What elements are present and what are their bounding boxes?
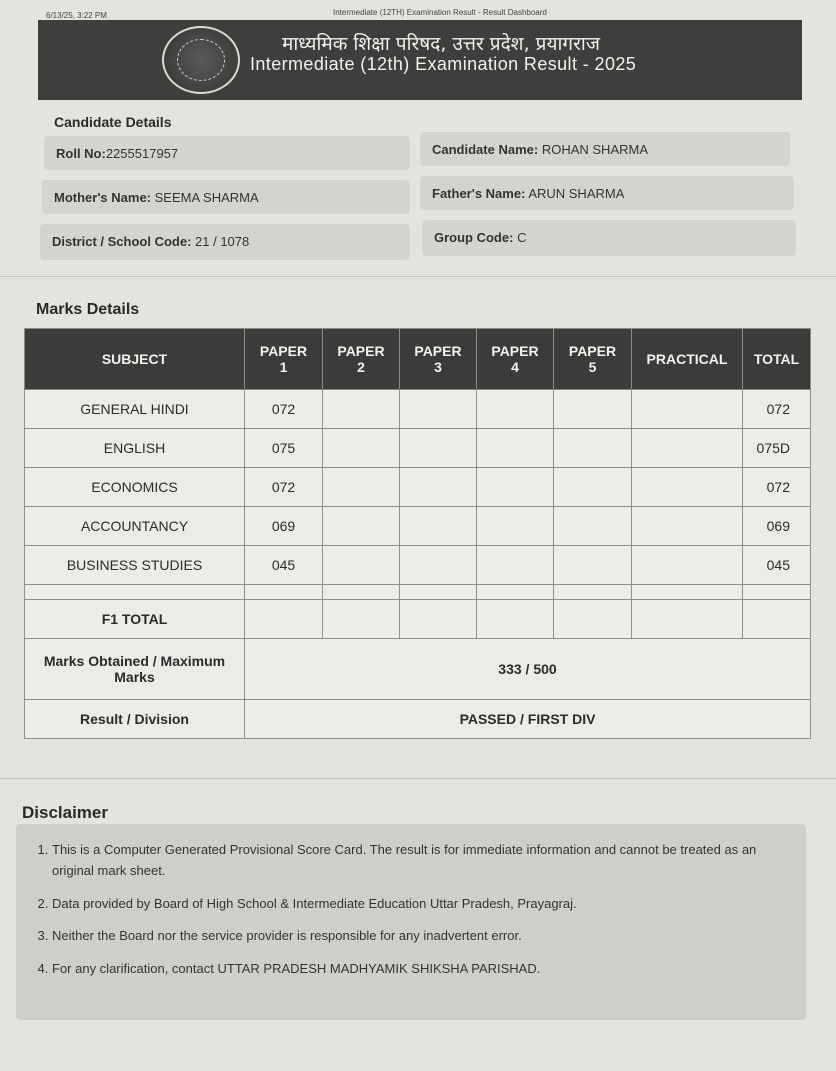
total-header: TOTAL bbox=[743, 329, 811, 390]
paper-2-cell bbox=[323, 429, 400, 468]
practical-cell bbox=[632, 468, 743, 507]
group-code-value: C bbox=[517, 230, 527, 245]
group-code-field bbox=[422, 220, 796, 256]
roll-number-value: 2255517957 bbox=[105, 146, 179, 161]
board-emblem-icon bbox=[162, 26, 240, 94]
district-school-code-label: District / School Code: bbox=[52, 234, 192, 249]
roll-number-field bbox=[44, 136, 410, 170]
print-page-title: Intermediate (12TH) Examination Result - Result Dashboard bbox=[333, 8, 547, 17]
disclaimer-item: 4. For any clarification, contact UTTAR PRADESH MADHYAMIK SHIKSHA PARISHAD. bbox=[52, 959, 786, 980]
result-value: PASSED / FIRST DIV bbox=[245, 700, 811, 739]
paper-header-word: PAPER bbox=[259, 343, 308, 359]
father-name-label: Father's Name: bbox=[432, 186, 526, 201]
paper-4-header bbox=[477, 329, 554, 390]
subject-header: SUBJECT bbox=[25, 329, 245, 390]
disclaimer-heading: Disclaimer bbox=[22, 803, 108, 822]
paper-5-header bbox=[554, 329, 632, 390]
subject-cell: ECONOMICS bbox=[25, 468, 245, 507]
spacer-row bbox=[25, 585, 811, 600]
paper-3-cell bbox=[400, 468, 477, 507]
total-cell: 069 bbox=[743, 507, 811, 546]
paper-5-cell bbox=[554, 468, 632, 507]
paper-4-cell bbox=[477, 390, 554, 429]
disclaimer-box bbox=[16, 824, 806, 1020]
district-school-code-field bbox=[40, 224, 410, 260]
paper-header-word: PAPER bbox=[337, 343, 385, 359]
paper-1-cell: 045 bbox=[245, 546, 323, 585]
paper-1-cell: 075 bbox=[245, 429, 323, 468]
table-row bbox=[25, 507, 811, 546]
paper-2-cell bbox=[323, 507, 400, 546]
marks-obtained-value: 333 / 500 bbox=[245, 639, 811, 700]
marks-table bbox=[24, 328, 811, 739]
paper-3-cell bbox=[400, 507, 477, 546]
paper-3-cell bbox=[400, 429, 477, 468]
marks-details-heading: Marks Details bbox=[36, 301, 140, 318]
exam-result-title: Intermediate (12th) Examination Result - 2025 bbox=[250, 54, 637, 74]
paper-4-cell bbox=[477, 546, 554, 585]
mother-name-field bbox=[42, 180, 410, 214]
marks-header-row bbox=[25, 329, 811, 390]
print-datetime: 6/13/25, 3:22 PM bbox=[46, 11, 107, 20]
paper-5-cell bbox=[554, 546, 632, 585]
table-row bbox=[25, 546, 811, 585]
total-cell: 072 bbox=[743, 468, 811, 507]
paper-3-cell bbox=[400, 546, 477, 585]
father-name-value: ARUN SHARMA bbox=[528, 186, 625, 201]
practical-header: PRACTICAL bbox=[632, 329, 743, 390]
paper-5-cell bbox=[554, 429, 632, 468]
disclaimer-item: 2. Data provided by Board of High School & Intermediate Education Uttar Pradesh, Prayagraj. bbox=[52, 894, 786, 915]
candidate-details-heading: Candidate Details bbox=[54, 114, 172, 130]
total-cell: 072 bbox=[743, 390, 811, 429]
paper-2-cell bbox=[323, 468, 400, 507]
paper-number: 5 bbox=[588, 359, 597, 375]
practical-cell bbox=[632, 546, 743, 585]
practical-cell bbox=[632, 429, 743, 468]
paper-header-word: PAPER bbox=[414, 343, 462, 359]
disclaimer-item: 3. Neither the Board nor the service provider is responsible for any inadvertent error. bbox=[52, 926, 786, 947]
board-title-hindi: माध्यमिक शिक्षा परिषद, उत्तर प्रदेश, प्रयागराज bbox=[282, 33, 600, 55]
district-school-code-value: 21 / 1078 bbox=[195, 234, 250, 249]
paper-5-cell bbox=[554, 390, 632, 429]
practical-cell bbox=[632, 390, 743, 429]
divider bbox=[0, 778, 836, 779]
subject-cell: BUSINESS STUDIES bbox=[25, 546, 245, 585]
paper-1-cell: 072 bbox=[245, 390, 323, 429]
marks-obtained-label: Marks Obtained / Maximum Marks bbox=[25, 639, 245, 700]
header-banner bbox=[38, 20, 802, 100]
marks-obtained-row bbox=[25, 639, 811, 700]
subject-cell: GENERAL HINDI bbox=[25, 390, 245, 429]
paper-number: 4 bbox=[511, 359, 519, 375]
result-row bbox=[25, 700, 811, 739]
table-row bbox=[25, 468, 811, 507]
paper-1-header bbox=[245, 329, 323, 390]
paper-header-word: PAPER bbox=[568, 343, 617, 359]
paper-4-cell bbox=[477, 429, 554, 468]
subject-cell: ACCOUNTANCY bbox=[25, 507, 245, 546]
divider bbox=[0, 276, 836, 277]
paper-1-cell: 072 bbox=[245, 468, 323, 507]
paper-1-cell: 069 bbox=[245, 507, 323, 546]
father-name-field bbox=[420, 176, 794, 210]
f1-total-label: F1 TOTAL bbox=[25, 600, 245, 639]
roll-number-label: Roll No: bbox=[56, 146, 106, 161]
paper-number: 2 bbox=[357, 359, 365, 375]
mother-name-value: SEEMA SHARMA bbox=[154, 190, 259, 205]
candidate-name-value: ROHAN SHARMA bbox=[541, 142, 649, 157]
subject-cell: ENGLISH bbox=[25, 429, 245, 468]
paper-4-cell bbox=[477, 507, 554, 546]
total-cell: 045 bbox=[743, 546, 811, 585]
paper-2-cell bbox=[323, 390, 400, 429]
f1-total-row bbox=[25, 600, 811, 639]
paper-header-word: PAPER bbox=[491, 343, 539, 359]
paper-4-cell bbox=[477, 468, 554, 507]
paper-number: 3 bbox=[434, 359, 442, 375]
paper-5-cell bbox=[554, 507, 632, 546]
disclaimer-item: 1. This is a Computer Generated Provisional Score Card. The result is for immediate information and cannot be treated as an original mark sheet. bbox=[52, 840, 786, 882]
candidate-name-field bbox=[420, 132, 790, 166]
table-row bbox=[25, 390, 811, 429]
mother-name-label: Mother's Name: bbox=[54, 190, 151, 205]
group-code-label: Group Code: bbox=[434, 230, 514, 245]
paper-3-header bbox=[400, 329, 477, 390]
paper-2-header bbox=[323, 329, 400, 390]
practical-cell bbox=[632, 507, 743, 546]
total-cell: 075D bbox=[743, 429, 811, 468]
paper-number: 1 bbox=[279, 359, 288, 375]
paper-3-cell bbox=[400, 390, 477, 429]
candidate-name-label: Candidate Name: bbox=[432, 142, 539, 157]
paper-2-cell bbox=[323, 546, 400, 585]
table-row bbox=[25, 429, 811, 468]
result-label: Result / Division bbox=[25, 700, 245, 739]
